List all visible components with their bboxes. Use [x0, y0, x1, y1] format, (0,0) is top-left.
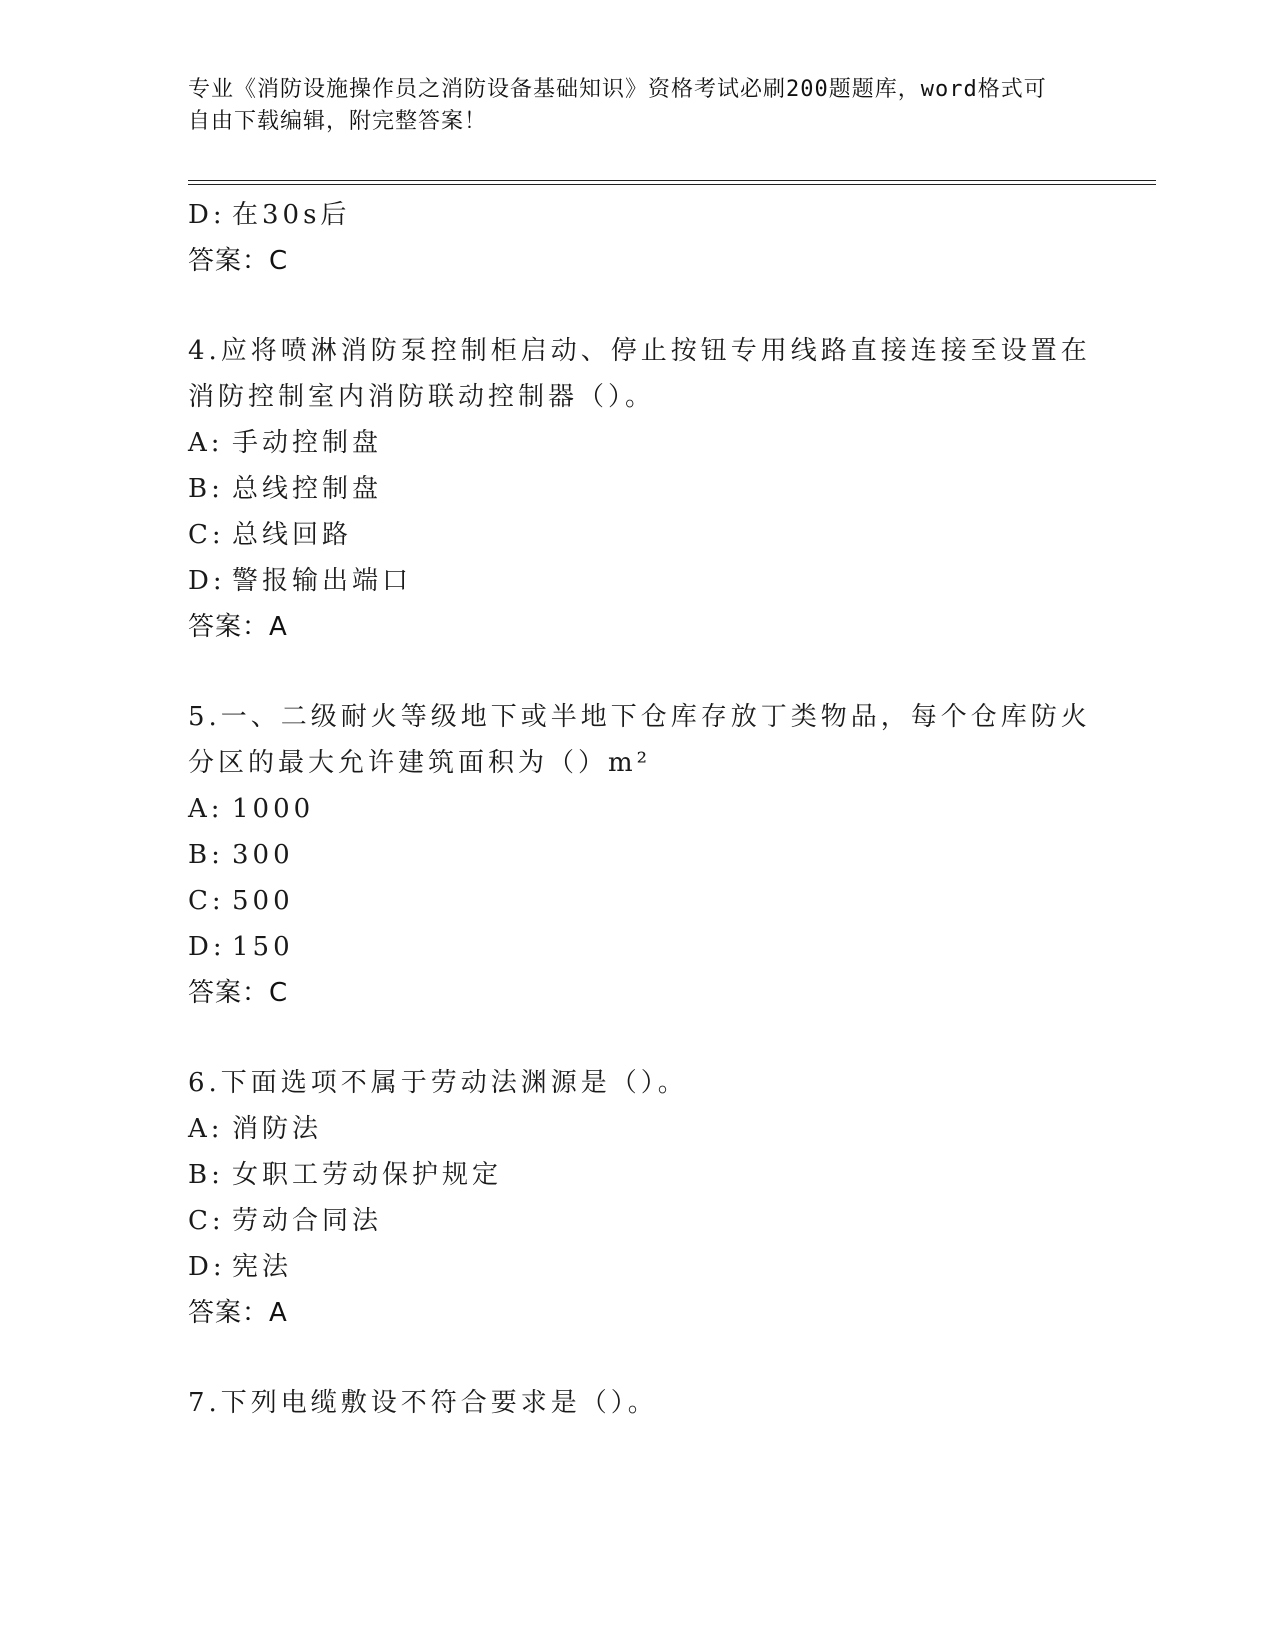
option-b: B: 总线控制盘: [188, 474, 383, 504]
document-header: 专业《消防设施操作员之消防设备基础知识》资格考试必刷200题题库，word格式可自由下载编辑，附完整答案！: [188, 77, 1047, 134]
option-b: B: 女职工劳动保护规定: [188, 1160, 503, 1190]
header-rule-bottom: [188, 184, 1156, 185]
option-c: C: 劳动合同法: [188, 1206, 383, 1236]
option-b: B: 300: [188, 840, 294, 870]
answer: 答案：A: [188, 1298, 288, 1328]
question-text: 4.应将喷淋消防泵控制柜启动、停止按钮专用线路直接连接至设置在: [188, 336, 1091, 366]
option-d: D: 警报输出端口: [188, 566, 413, 596]
option-d: D: 在30s后: [188, 200, 351, 230]
option-c: C: 总线回路: [188, 520, 353, 550]
question-4: [188, 328, 1091, 650]
option-d: D: 150: [188, 932, 294, 962]
answer: 答案：C: [188, 246, 289, 276]
question-5: [188, 694, 1091, 1016]
answer: 答案：C: [188, 978, 289, 1008]
previous-question-tail: [188, 192, 1088, 284]
question-7: [188, 1380, 1088, 1426]
question-text: 7.下列电缆敷设不符合要求是（）。: [188, 1388, 658, 1418]
answer: 答案：A: [188, 612, 288, 642]
option-d: D: 宪法: [188, 1252, 293, 1282]
question-text-cont: 消防控制室内消防联动控制器（）。: [188, 382, 656, 412]
question-text-cont: 分区的最大允许建筑面积为（）m²: [188, 748, 652, 778]
question-text: 6.下面选项不属于劳动法渊源是（）。: [188, 1068, 688, 1098]
option-a: A: 1000: [188, 794, 315, 824]
question-content: [188, 192, 1091, 1426]
option-a: A: 手动控制盘: [188, 428, 383, 458]
option-c: C: 500: [188, 886, 294, 916]
question-6: [188, 1060, 1088, 1336]
header-rule-top: [188, 180, 1156, 181]
option-a: A: 消防法: [188, 1114, 323, 1144]
question-text: 5.一、二级耐火等级地下或半地下仓库存放丁类物品，每个仓库防火: [188, 702, 1091, 732]
